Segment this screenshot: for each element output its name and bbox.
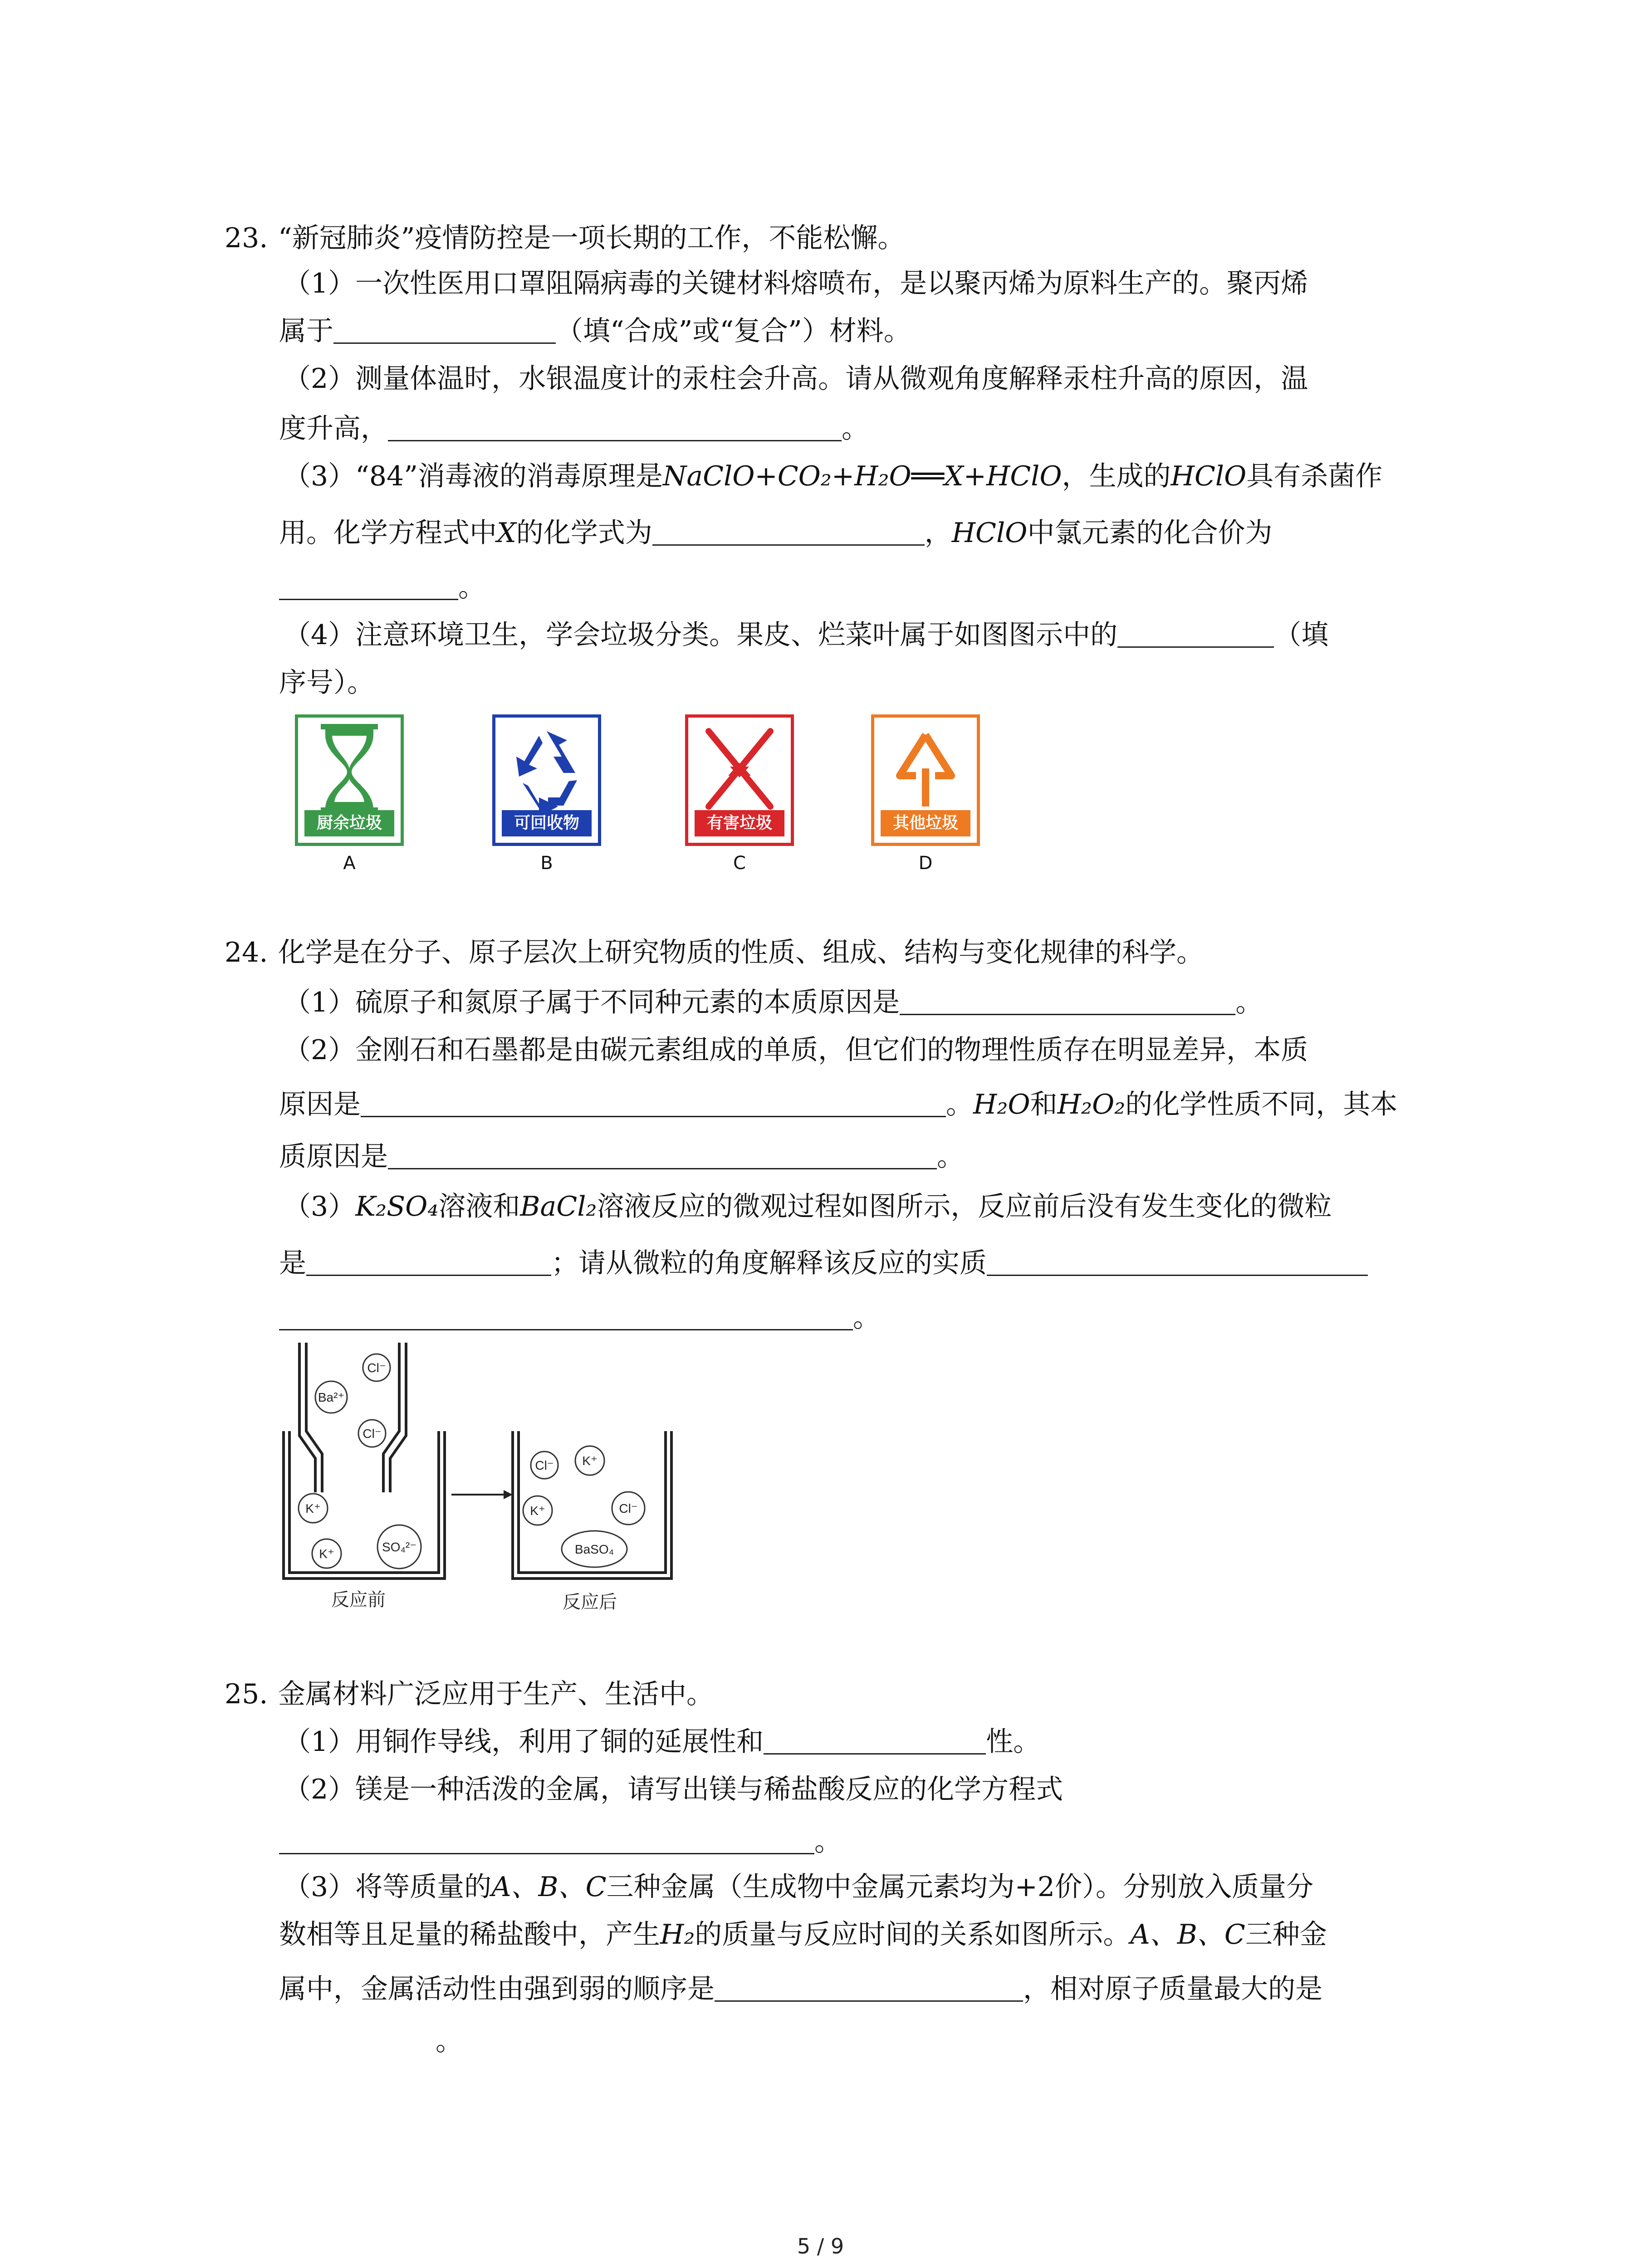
ion-label-k-before-1: K⁺ <box>305 1501 321 1515</box>
ion-label-cl-after-2: Cl⁻ <box>619 1501 638 1515</box>
q25-p3-text-c: 属中，金属活动性由强到弱的顺序是 <box>279 1973 715 2005</box>
q23-p3-comma: ， <box>924 517 952 549</box>
q23-p4-text: （4）注意环境卫生，学会垃圾分类。果皮、烂菜叶属于如图图示中的 <box>284 619 1118 651</box>
bin-label-recyclable: 可回收物 <box>502 810 592 836</box>
bin-recyclable <box>492 714 601 846</box>
q25-p3-line-b <box>279 1916 1327 1953</box>
ion-label-cl-before-2: Cl⁻ <box>362 1427 382 1441</box>
bin-label-hazardous: 有害垃圾 <box>695 810 784 836</box>
ion-label-ba-before: Ba²⁺ <box>318 1390 345 1404</box>
q25-p3-text-c-post: ，相对原子质量最大的是 <box>1023 1973 1323 2005</box>
q24-p2-text-b: 原因是 <box>279 1089 361 1120</box>
ion-label-k-after-2: K⁺ <box>530 1504 545 1518</box>
q24-p2-line-a <box>284 1032 1308 1068</box>
q24-p3-line-c <box>279 1300 880 1336</box>
ion-label-baso4-after: BaSO₄ <box>574 1542 614 1556</box>
q23-p3-line-b <box>279 515 1272 551</box>
q24-p3-unchanged-blank[interactable] <box>306 1246 551 1276</box>
ion-label-so4-before: SO₄²⁻ <box>382 1540 416 1554</box>
after-label: 反应后 <box>563 1592 617 1613</box>
q25-p3-text-b: 数相等且足量的稀盐酸中，产生 <box>279 1919 660 1950</box>
reaction-diagram-svg <box>277 1340 685 1622</box>
q25-p1-text: （1）用铜作导线，利用了铜的延展性和 <box>284 1726 764 1758</box>
q23-p3-text-c: 。 <box>458 572 485 603</box>
q25-p2-text: （2）镁是一种活泼的金属，请写出镁与稀盐酸反应的化学方程式 <box>284 1774 1063 1805</box>
q25-p3-text-b-post: 三种金 <box>1245 1919 1327 1950</box>
q24-p2-text: （2）金刚石和石墨都是由碳元素组成的单质，但它们的物理性质存在明显差异，本质 <box>284 1034 1308 1066</box>
q24-p2-period-2: 。 <box>937 1141 964 1173</box>
q24-p3-text-c: 。 <box>853 1302 880 1334</box>
q24-p3-line-b <box>279 1245 1368 1281</box>
q25-p1-line <box>284 1724 1040 1760</box>
q25-p1-answer-blank[interactable] <box>764 1724 986 1755</box>
q24-p2-answer-blank-2[interactable] <box>388 1139 937 1169</box>
q23-stem-line <box>225 220 905 256</box>
q24-p2-answer-blank-1[interactable] <box>361 1087 946 1117</box>
q24-p2-line-b <box>279 1086 1397 1123</box>
q25-p3-text-b-mid: 的质量与反应时间的关系如图所示。 <box>695 1919 1131 1950</box>
bin-letter-c: C <box>733 853 746 874</box>
q24-p2-h2o2: H₂O₂ <box>1057 1089 1126 1120</box>
reaction-diagram <box>277 1340 685 1622</box>
q25-number: 25. <box>225 1678 268 1710</box>
q23-p3-text-b-post: 中氯元素的化合价为 <box>1027 517 1273 549</box>
q24-p3-text-post: 溶液反应的微观过程如图所示，反应前后没有发生变化的微粒 <box>597 1191 1332 1222</box>
q25-p1-text-c: 性。 <box>986 1726 1041 1758</box>
q23-p3-x: X <box>497 517 516 549</box>
ion-label-cl-before-1: Cl⁻ <box>367 1361 386 1375</box>
q24-p3-bacl2: BaCl₂ <box>520 1191 597 1222</box>
q23-p1-line-a <box>284 265 1308 302</box>
q23-p2-text-c: 。 <box>842 413 869 445</box>
ion-label-k-after-1: K⁺ <box>582 1454 598 1468</box>
q24-p3-k2so4: K₂SO₄ <box>355 1191 439 1222</box>
q24-stem: 化学是在分子、原子层次上研究物质的性质、组成、结构与变化规律的科学。 <box>278 937 1204 968</box>
q23-p1-text: （1）一次性医用口罩阻隔病毒的关键材料熔喷布，是以聚丙烯为原料生产的。聚丙烯 <box>284 268 1308 299</box>
bin-hazardous <box>685 714 794 846</box>
q23-p4-text-post: （填 <box>1274 619 1329 651</box>
q24-p2-text-b-post: 的化学性质不同，其本 <box>1125 1089 1398 1120</box>
q23-p3-text: （3）“84”消毒液的消毒原理是 <box>284 460 663 492</box>
q23-p2-answer-blank[interactable] <box>388 411 842 441</box>
bin-label-kitchen: 厨余垃圾 <box>304 810 394 836</box>
q23-p3-text-post: 具有杀菌作 <box>1246 460 1383 492</box>
q25-p3-abc-2: A、B、C <box>1130 1919 1245 1950</box>
q23-p3-equation: NaClO+CO₂+H₂O══X+HClO <box>662 460 1062 492</box>
q24-p1-answer-blank[interactable] <box>900 985 1235 1015</box>
bin-letter-a: A <box>343 853 356 874</box>
q23-p4-answer-blank[interactable] <box>1117 617 1274 648</box>
q24-p2-and: 和 <box>1030 1089 1058 1120</box>
q23-p1-text-c: （填“合成”或“复合”）材料。 <box>556 315 911 347</box>
ion-label-cl-after-1: Cl⁻ <box>535 1458 554 1472</box>
q23-p3-hclo-2: HClO <box>951 517 1028 549</box>
q24-stem-line <box>225 934 1204 971</box>
q24-p3-line-a <box>284 1188 1332 1225</box>
q25-p2-line-b <box>279 1823 842 1860</box>
q23-p4-text-b: 序号）。 <box>279 667 374 699</box>
q23-p3-line-a <box>284 458 1382 494</box>
q25-p3-line-c <box>279 1971 1323 2007</box>
q24-p3-text-b-mid: ；请从微粒的角度解释该反应的实质 <box>551 1247 987 1279</box>
q23-p2-line-a <box>284 361 1308 397</box>
q24-p2-text-c: 质原因是 <box>279 1141 388 1173</box>
q24-p1-text: （1）硫原子和氮原子属于不同种元素的本质原因是 <box>284 987 900 1018</box>
before-label: 反应前 <box>331 1589 386 1610</box>
q24-p3-essence-blank-b[interactable] <box>279 1300 853 1330</box>
ion-label-k-before-2: K⁺ <box>319 1547 334 1561</box>
q24-number: 24. <box>225 937 268 968</box>
q24-p2-line-c <box>279 1139 964 1175</box>
q23-p3-line-c <box>279 569 485 606</box>
q24-p1-line <box>284 984 1263 1021</box>
q23-p3-hclo: HClO <box>1171 460 1247 492</box>
q25-p3-line-a <box>284 1869 1313 1905</box>
q25-p3-abc: A、B、C <box>491 1871 607 1903</box>
q23-p3-text-b: 用。化学方程式中 <box>279 517 497 549</box>
q24-p2-period: 。 <box>946 1089 973 1120</box>
bin-other <box>871 714 980 846</box>
q25-p2-text-c: 。 <box>814 1826 842 1857</box>
q25-p3-order-blank[interactable] <box>715 1971 1023 2002</box>
q24-p2-h2o: H₂O <box>973 1089 1030 1120</box>
q25-stem: 金属材料广泛应用于生产、生活中。 <box>278 1678 714 1710</box>
bin-label-other: 其他垃圾 <box>881 810 970 836</box>
q24-p3-essence-blank-a[interactable] <box>987 1246 1368 1276</box>
q23-p2-text: （2）测量体温时，水银温度计的汞柱会升高。请从微观角度解释汞柱升高的原因，温 <box>284 363 1308 395</box>
q25-p3-h2: H₂ <box>660 1919 695 1950</box>
garbage-icons <box>295 714 1021 887</box>
q25-p3-text: （3）将等质量的 <box>284 1871 492 1903</box>
q23-p3-text-b-mid: 的化学式为 <box>516 517 652 549</box>
q23-p1-line-b <box>279 313 911 349</box>
q25-p2-equation-blank[interactable] <box>279 1824 814 1854</box>
bin-letter-d: D <box>918 853 933 874</box>
q23-p3-formula-blank[interactable] <box>652 515 925 546</box>
q23-stem: “新冠肺炎”疫情防控是一项长期的工作，不能松懈。 <box>278 222 905 254</box>
q23-p1-answer-blank[interactable] <box>333 313 556 344</box>
q24-p3-text-b: 是 <box>279 1247 306 1279</box>
q25-p3-text-post: 三种金属（生成物中金属元素均为+2价）。分别放入质量分 <box>606 1871 1313 1903</box>
q24-p3-text: （3） <box>284 1191 356 1222</box>
q23-p3-valence-blank[interactable] <box>279 570 458 600</box>
q23-number: 23. <box>225 222 268 254</box>
q23-p4-line-b <box>279 665 374 701</box>
q25-p3-line-d <box>279 2023 463 2059</box>
q24-p3-text-mid: 溶液和 <box>438 1191 520 1222</box>
page-number: 5 / 9 <box>797 2234 844 2258</box>
q25-p2-line-a <box>284 1771 1063 1808</box>
bin-letter-b: B <box>540 853 553 874</box>
q23-p2-text-b: 度升高， <box>279 413 388 445</box>
q23-p3-text-mid: ，生成的 <box>1062 460 1171 492</box>
q23-p1-text-b: 属于 <box>279 315 333 347</box>
q24-p1-text-c: 。 <box>1235 987 1263 1018</box>
q23-p2-line-b <box>279 411 869 447</box>
bin-kitchen <box>295 714 404 846</box>
q25-p3-text-d: 。 <box>436 2025 463 2057</box>
q23-p4-line-a <box>284 617 1328 653</box>
q25-stem-line <box>225 1676 714 1712</box>
